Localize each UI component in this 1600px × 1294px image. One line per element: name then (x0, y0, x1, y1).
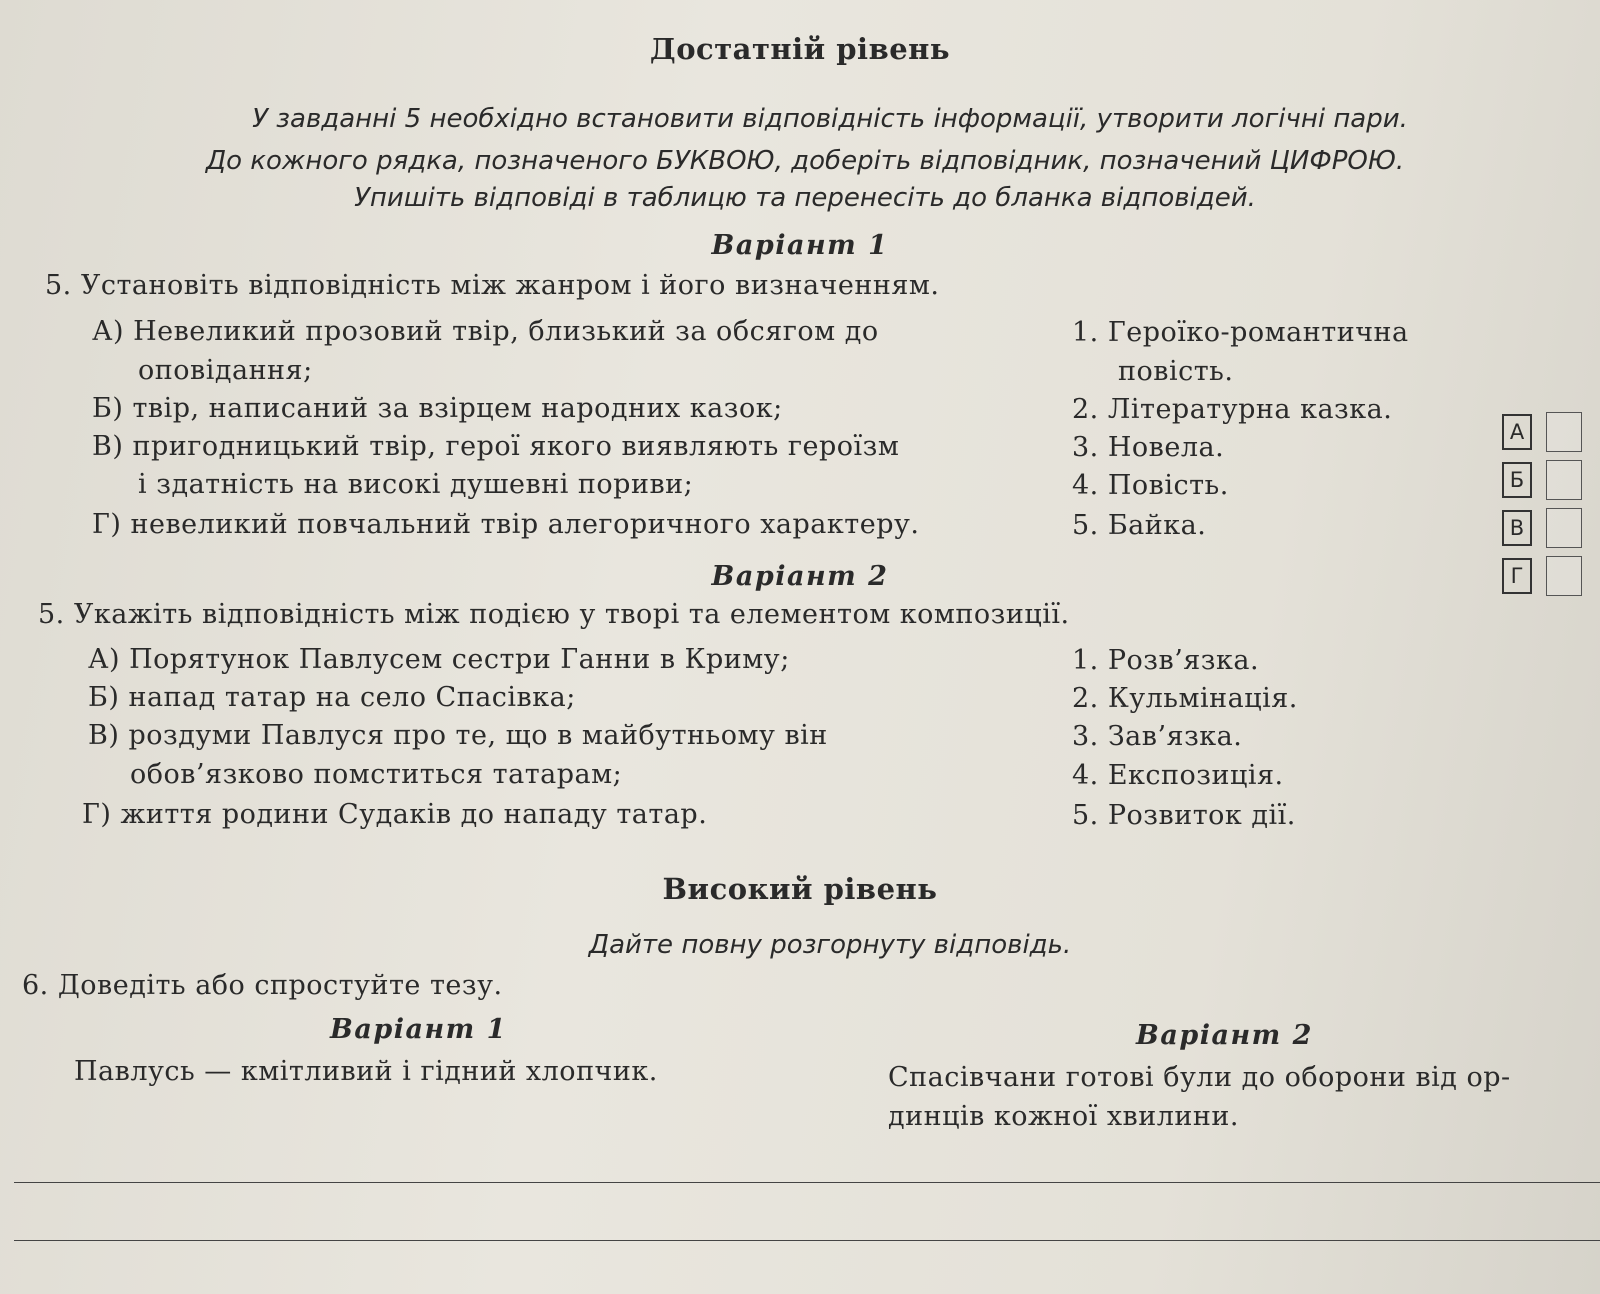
answer-grid-cell-b[interactable] (1546, 460, 1582, 500)
answer-grid-cell-a[interactable] (1546, 412, 1582, 452)
v1-answer-5: 5. Байка. (1072, 510, 1207, 541)
task-6-variant-1-thesis: Павлусь — кмітливий і гідний хлопчик. (74, 1056, 658, 1087)
answer-line-1[interactable] (14, 1182, 1600, 1183)
task-6-variant-2-heading: Варіант 2 (1136, 1020, 1313, 1051)
v2-answer-1: 1. Розв’язка. (1072, 645, 1260, 676)
v2-answer-3: 3. Зав’язка. (1072, 721, 1243, 752)
answer-grid-label-d: Г (1502, 558, 1532, 594)
task-5-v2-question: 5. Укажіть відповідність між подією у творі та елементом композиції. (38, 599, 1070, 630)
v1-option-c-line-2: і здатність на високі душевні пориви; (138, 469, 694, 500)
task-6-variant-2-thesis-line-2: динців кожної хвилини. (888, 1101, 1239, 1132)
answer-line-2[interactable] (14, 1240, 1600, 1241)
v2-option-d: Г) життя родини Судаків до нападу татар. (82, 799, 708, 830)
answer-grid-label-b: Б (1502, 462, 1532, 498)
task-5-v1-question: 5. Установіть відповідність між жанром і його визначенням. (45, 270, 940, 301)
v2-option-c-line-1: В) роздуми Павлуся про те, що в майбутньому він (88, 720, 828, 751)
answer-grid-label-c: В (1502, 510, 1532, 546)
variant-2-heading: Варіант 2 (711, 561, 889, 592)
v1-option-a-line-2: оповідання; (138, 355, 313, 386)
v1-answer-1-line-2: повість. (1118, 356, 1234, 387)
v2-answer-5: 5. Розвиток дії. (1072, 800, 1296, 831)
instruction-line-1: У завданні 5 необхідно встановити відповідність інформації, утворити логічні пари. (252, 104, 1408, 134)
v2-option-b: Б) напад татар на село Спасівка; (88, 682, 576, 713)
task-6-variant-2-thesis-line-1: Спасівчани готові були до оборони від ор- (888, 1062, 1511, 1093)
v2-option-a: А) Порятунок Павлусем сестри Ганни в Криму; (88, 644, 790, 675)
instruction-line-2: До кожного рядка, позначеного БУКВОЮ, доберіть відповідник, позначений ЦИФРОЮ. (205, 146, 1405, 176)
v1-option-b: Б) твір, написаний за взірцем народних казок; (92, 393, 783, 424)
v1-option-d: Г) невеликий повчальний твір алегоричного характеру. (92, 509, 920, 540)
v1-option-c-line-1: В) пригодницький твір, герої якого виявляють героїзм (92, 431, 900, 462)
heading-sufficient-level: Достатній рівень (649, 32, 951, 66)
task-6-variant-1-heading: Варіант 1 (330, 1014, 507, 1045)
task-6-question: 6. Доведіть або спростуйте тезу. (22, 970, 503, 1001)
v2-answer-2: 2. Кульмінація. (1072, 683, 1298, 714)
v1-option-a-line-1: А) Невеликий прозовий твір, близький за обсягом до (92, 316, 879, 347)
v1-answer-1-line-1: 1. Героїко-романтична (1072, 317, 1409, 348)
variant-1-heading: Варіант 1 (711, 230, 889, 261)
v1-answer-4: 4. Повість. (1072, 470, 1229, 501)
v1-answer-3: 3. Новела. (1072, 432, 1225, 463)
answer-grid-cell-c[interactable] (1546, 508, 1582, 548)
v2-option-c-line-2: обов’язково помститься татарам; (130, 759, 623, 790)
v1-answer-2: 2. Літературна казка. (1072, 394, 1393, 425)
answer-grid-label-a: А (1502, 414, 1532, 450)
v2-answer-4: 4. Експозиція. (1072, 760, 1284, 791)
instruction-line-3: Упишіть відповіді в таблицю та перенесіть до бланка відповідей. (354, 183, 1256, 213)
heading-high-level: Високий рівень (662, 872, 938, 906)
high-level-instruction: Дайте повну розгорнуту відповідь. (588, 930, 1072, 960)
